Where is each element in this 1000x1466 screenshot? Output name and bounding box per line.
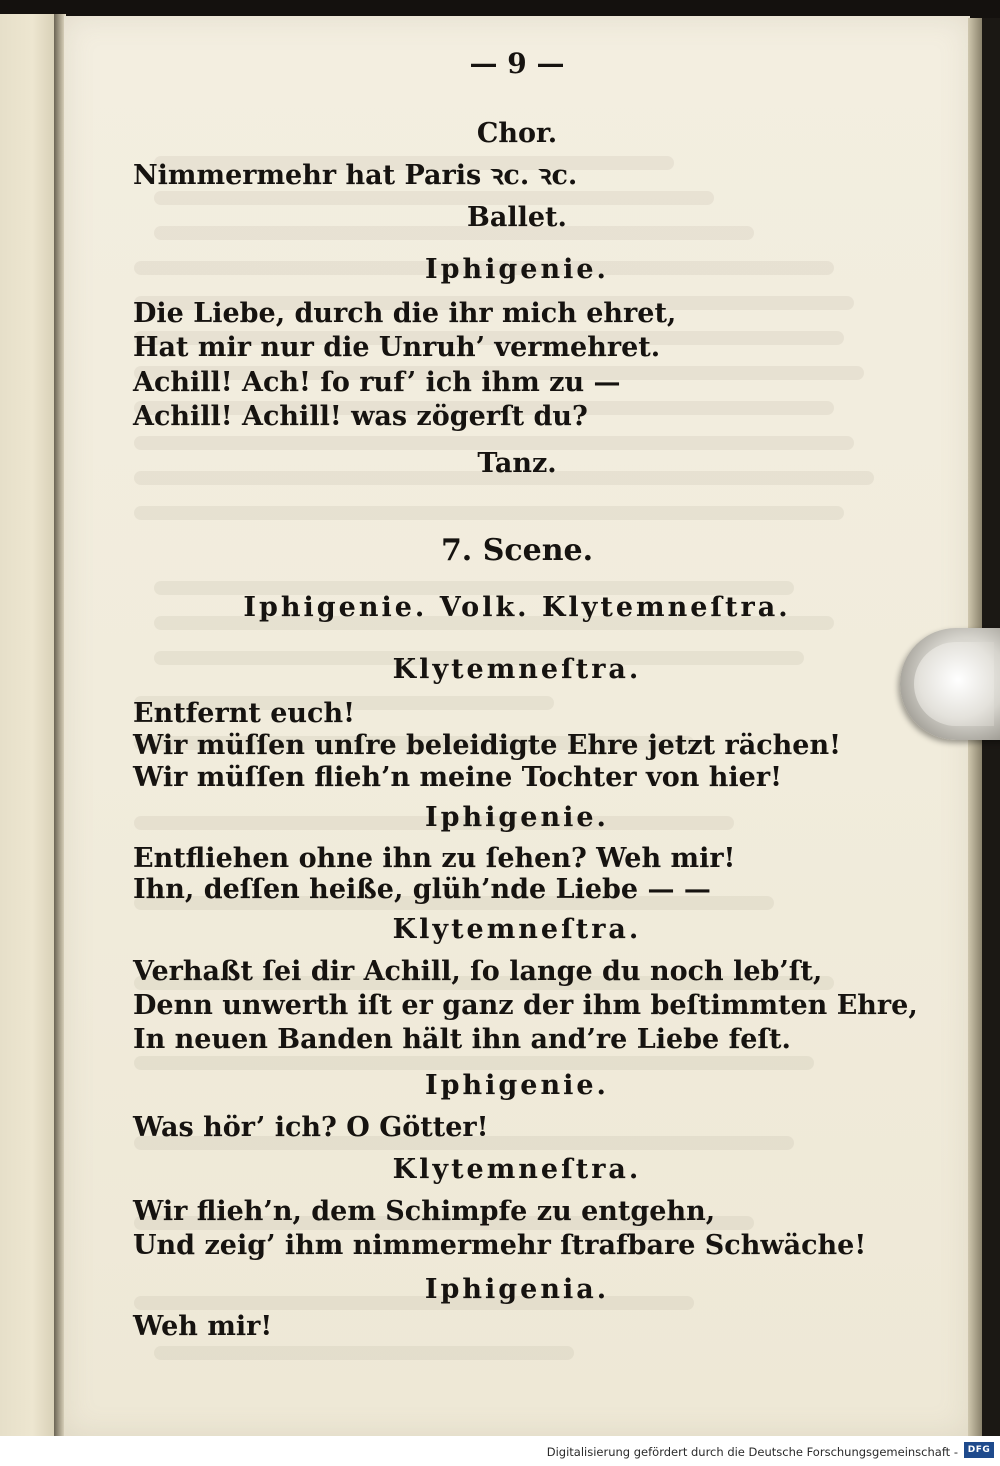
verse-line: Ihn, deſſen heiße, glüh’nde Liebe — — — [133, 874, 711, 905]
verse-line: Und zeig’ ihm nimmermehr ſtrafbare Schwäche! — [133, 1230, 867, 1261]
stage-direction: Tanz. — [477, 448, 557, 479]
verse-line: Verhaßt ſei dir Achill, ſo lange du noch leb’ſt, — [133, 956, 823, 987]
digitization-credit: Digitalisierung gefördert durch die Deutsche Forschungsgemeinschaft - — [546, 1445, 958, 1459]
verse-line: Nimmermehr hat Paris ꝛc. ꝛc. — [133, 160, 578, 191]
dfg-logo: DFG — [964, 1442, 994, 1458]
verse-line: In neuen Banden hält ihn and’re Liebe feſt. — [133, 1024, 791, 1055]
verse-line: Entfliehen ohne ihn zu ſehen? Weh mir! — [133, 843, 736, 874]
speaker-heading: Klytemneſtra. — [392, 654, 642, 685]
verse-line: Wir müſſen unſre beleidigte Ehre jetzt rächen! — [133, 730, 841, 761]
verse-line: Entfernt euch! — [133, 698, 355, 729]
verse-line: Denn unwerth iſt er ganz der ihm beſtimmten Ehre, — [133, 990, 918, 1021]
verse-line: Weh mir! — [133, 1311, 273, 1342]
verse-line: Achill! Achill! was zögerſt du? — [133, 401, 588, 432]
speaker-heading: Klytemneſtra. — [392, 1154, 642, 1185]
speaker-heading: Klytemneſtra. — [392, 914, 642, 945]
speaker-heading: Chor. — [476, 118, 558, 149]
footer-bar — [0, 1436, 1000, 1466]
verse-line: Was hör’ ich? O Götter! — [133, 1112, 489, 1143]
page-number: — 9 — — [469, 47, 565, 80]
speaker-heading: Iphigenie. — [425, 254, 609, 285]
stage-direction: Ballet. — [467, 202, 567, 233]
speaker-heading: Iphigenia. — [424, 1274, 610, 1305]
verse-line: Achill! Ach! ſo ruf’ ich ihm zu — — [133, 367, 621, 398]
verse-line: Hat mir nur die Unruh’ vermehret. — [133, 332, 661, 363]
speaker-heading: Iphigenie. — [425, 1070, 609, 1101]
cast-list: Iphigenie. Volk. Klytemneſtra. — [243, 592, 791, 623]
verse-line: Wir flieh’n, dem Schimpfe zu entgehn, — [133, 1196, 716, 1227]
scene-title: 7. Scene. — [440, 533, 594, 568]
verse-line: Wir müſſen flieh’n meine Tochter von hier! — [133, 762, 782, 793]
verse-line: Die Liebe, durch die ihr mich ehret, — [133, 298, 677, 329]
speaker-heading: Iphigenie. — [425, 802, 609, 833]
